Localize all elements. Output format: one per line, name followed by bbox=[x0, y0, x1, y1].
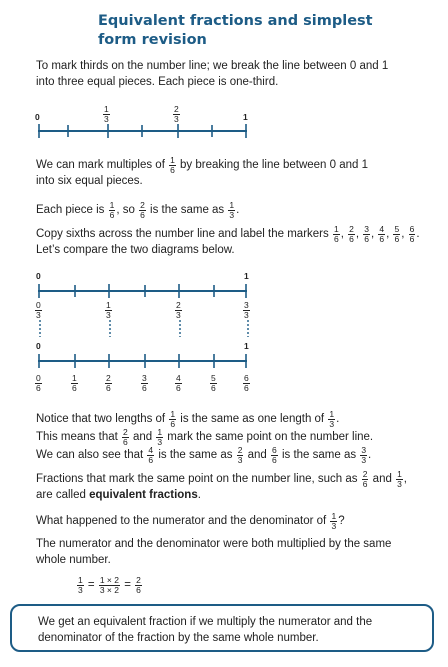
sixths-line-ticks bbox=[39, 354, 246, 368]
fraction-six-sixths: $\frac{6}{6}$ bbox=[272, 445, 277, 465]
fraction-two-sixths: $\frac{2}{6}$ bbox=[349, 224, 354, 244]
fraction-one-third: $\frac{1}{3}$ bbox=[329, 409, 335, 429]
means-paragraph: This means that $\frac{2}{6}$ and $\frac{1}{3}$ mark the same point on the number line. bbox=[36, 427, 374, 447]
copy-sixths-paragraph: Copy sixths across the number line and label the markers $\frac{1}{6}$ , $\frac{2}{6}$ , $\frac{3}{6}$ , $\frac{4}{6}$ , $\frac{5}{6}$ , $\frac{6}{6}$ . Let’s compare the two diagrams below. bbox=[36, 224, 420, 256]
diagram-mid-label-1: 1 bbox=[244, 341, 249, 351]
diagram-third-3: $\frac{3}{3}$ bbox=[244, 300, 249, 320]
answer-paragraph: The numerator and the denominator were both multiplied by the same whole number. bbox=[36, 538, 392, 566]
diagram-third-2: $\frac{2}{3}$ bbox=[176, 300, 181, 320]
fraction-one-third: $\frac{1}{3}$ bbox=[229, 200, 235, 220]
fraction-four-sixths: $\frac{4}{6}$ bbox=[379, 224, 385, 244]
thirds-line-ticks bbox=[39, 284, 246, 298]
fraction-two-sixths: $\frac{2}{6}$ bbox=[362, 469, 368, 489]
fraction-two-thirds: $\frac{2}{3}$ bbox=[237, 445, 243, 465]
fraction-three-thirds: $\frac{3}{3}$ bbox=[361, 445, 367, 465]
fraction-two-sixths: $\frac{2}{6}$ bbox=[123, 427, 128, 447]
fraction-five-sixths: $\frac{5}{6}$ bbox=[394, 224, 400, 244]
dotted-connectors bbox=[40, 320, 248, 337]
diagram-sixth-0: $\frac{0}{6}$ bbox=[36, 373, 41, 393]
diagram-sixth-2: $\frac{2}{6}$ bbox=[106, 373, 111, 393]
diagram-sixth-4: $\frac{4}{6}$ bbox=[176, 373, 181, 393]
fraction-one-sixth: $\frac{1}{6}$ bbox=[170, 155, 175, 175]
multiples-paragraph: We can mark multiples of $\frac{1}{6}$ by breaking the line between 0 and 1 into six equal pieces. bbox=[36, 155, 369, 187]
each-piece-paragraph: Each piece is $\frac{1}{6}$ , so $\frac{2}{6}$ is the same as $\frac{1}{3}$ . bbox=[36, 200, 240, 220]
key-term: equivalent fractions bbox=[89, 489, 198, 501]
diagram-label-1: 1 bbox=[244, 271, 249, 281]
fraction-one-sixth: $\frac{1}{6}$ bbox=[170, 409, 176, 429]
fraction-one-sixth: $\frac{1}{6}$ bbox=[333, 224, 339, 244]
fraction-three-sixths: $\frac{3}{6}$ bbox=[364, 224, 369, 244]
notice-paragraph: Notice that two lengths of $\frac{1}{6}$ is the same as one length of $\frac{1}{3}$ . bbox=[36, 409, 340, 429]
fraction-one-third: $\frac{1}{3}$ bbox=[157, 427, 163, 447]
definition-paragraph: Fractions that mark the same point on the number line, such as $\frac{2}{6}$ and $\frac{1}{3}$ , are called equivalent fractions. bbox=[36, 469, 407, 501]
line1-label-1: 1 bbox=[243, 112, 248, 122]
diagram-sixth-1: $\frac{1}{6}$ bbox=[72, 373, 77, 393]
summary-text: We get an equivalent fraction if we multiply the numerator and the denominator of the fraction by the same whole number. bbox=[38, 616, 373, 644]
line1-label-0: 0 bbox=[35, 112, 40, 122]
fraction-six-sixths: $\frac{6}{6}$ bbox=[409, 224, 415, 244]
line1-label-two-thirds: $\frac{2}{3}$ bbox=[174, 104, 179, 124]
equation-mid: $\frac{1 \times 2}{3 \times 2}$ bbox=[99, 575, 119, 595]
line1-label-one-third: $\frac{1}{3}$ bbox=[104, 104, 109, 124]
summary-box bbox=[10, 604, 434, 652]
diagram-mid-label-0: 0 bbox=[36, 341, 41, 351]
equation-rhs: $\frac{2}{6}$ bbox=[136, 575, 141, 595]
question-paragraph: What happened to the numerator and the denominator of $\frac{1}{3}$ ? bbox=[36, 511, 345, 531]
intro-paragraph: To mark thirds on the number line; we break the line between 0 and 1 into three equal pieces. Each piece is one-third. bbox=[36, 60, 389, 88]
fraction-one-third: $\frac{1}{3}$ bbox=[397, 469, 402, 489]
tick-marks bbox=[39, 124, 246, 138]
diagram-sixth-5: $\frac{5}{6}$ bbox=[211, 373, 216, 393]
diagram-third-1: $\frac{1}{3}$ bbox=[106, 300, 111, 320]
diagram-third-0: $\frac{0}{3}$ bbox=[36, 300, 41, 320]
diagram-label-0: 0 bbox=[36, 271, 41, 281]
fraction-one-sixth: $\frac{1}{6}$ bbox=[109, 200, 115, 220]
fraction-four-sixths: $\frac{4}{6}$ bbox=[148, 445, 154, 465]
also-see-paragraph: We can also see that $\frac{4}{6}$ is the same as $\frac{2}{3}$ and $\frac{6}{6}$ is the same as $\frac{3}{3}$ . bbox=[36, 445, 372, 465]
diagram-sixth-3: $\frac{3}{6}$ bbox=[142, 373, 147, 393]
page-title: Equivalent fractions and simplest form revision bbox=[98, 13, 373, 48]
diagram-sixth-6: $\frac{6}{6}$ bbox=[244, 373, 249, 393]
equation-lhs: $\frac{1}{3}$ bbox=[78, 575, 83, 595]
fraction-two-sixths: $\frac{2}{6}$ bbox=[140, 200, 145, 220]
fraction-one-third: $\frac{1}{3}$ bbox=[331, 511, 337, 531]
equation: $\frac{1}{3}$ = $\frac{1 \times 2}{3 \times 2}$ = $\frac{2}{6}$ bbox=[78, 575, 141, 595]
